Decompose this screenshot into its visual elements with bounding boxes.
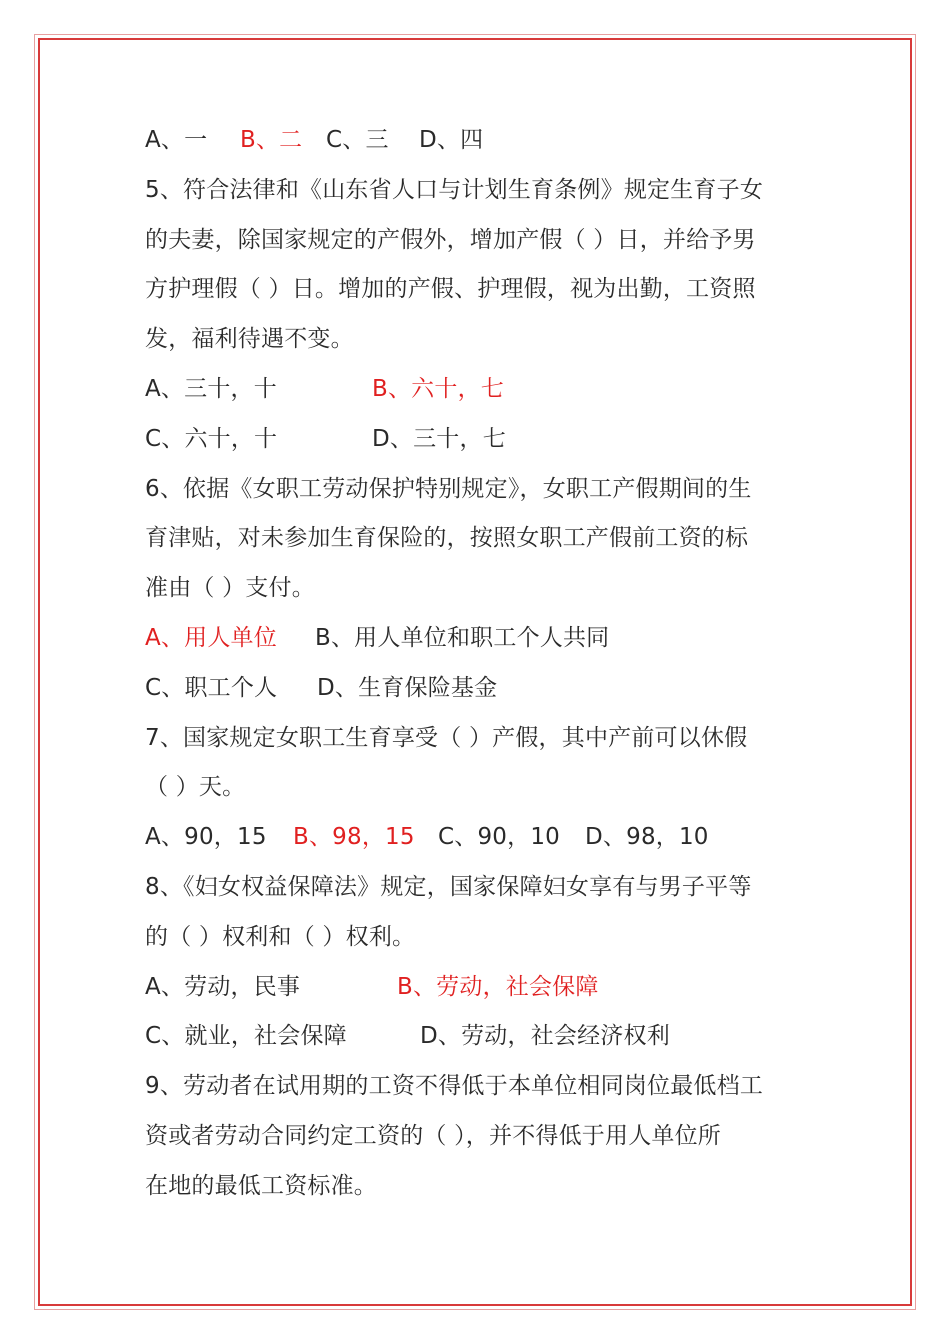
q9-text-line: 资或者劳动合同约定工资的（ ），并不得低于用人单位所 [145, 1122, 722, 1149]
q6-options-row-1 [145, 614, 815, 664]
q4-options-row [145, 116, 815, 166]
q8-option-c: C、就业，社会保障 [145, 1023, 347, 1050]
q7-option-c: C、90，10 [438, 824, 560, 851]
q7-text-line: 7、国家规定女职工生育享受（ ）产假，其中产前可以休假 [145, 724, 748, 751]
q4-option-c: C、三 [326, 127, 389, 153]
q4-option-d: D、四 [419, 127, 484, 153]
q6-text-line: 6、依据《女职工劳动保护特别规定》，女职工产假期间的生 [145, 475, 752, 502]
q5-option-a: A、三十，十 [145, 375, 277, 402]
q8-option-d: D、劳动，社会经济权利 [420, 1023, 670, 1050]
q5-options-row-1 [145, 365, 815, 415]
document-body [145, 116, 815, 1212]
q7-option-a: A、90，15 [145, 824, 267, 851]
q5-text-line: 发，福利待遇不变。 [145, 326, 354, 353]
q4-option-b-correct: B、二 [240, 127, 303, 153]
q8-option-a: A、劳动，民事 [145, 973, 301, 1000]
q7-option-b-correct: B、98，15 [293, 824, 415, 851]
q8-options-row-2 [145, 1012, 815, 1062]
q9-text-line: 9、劳动者在试用期的工资不得低于本单位相同岗位最低档工 [145, 1073, 764, 1100]
q6-option-a-correct: A、用人单位 [145, 624, 277, 651]
q5-options-row-2 [145, 415, 815, 465]
q5-option-d: D、三十，七 [372, 425, 506, 452]
q5-text-line: 的夫妻，除国家规定的产假外，增加产假（ ）日，并给予男 [145, 226, 756, 253]
q7-option-d: D、98，10 [585, 824, 709, 851]
q7-text-line: （ ）天。 [145, 774, 246, 801]
q5-text-line: 方护理假（ ）日。增加的产假、护理假，视为出勤，工资照 [145, 276, 756, 303]
q8-text-line: 8、《妇女权益保障法》规定，国家保障妇女享有与男子平等 [145, 873, 752, 900]
q5-option-b-correct: B、六十，七 [372, 375, 504, 402]
q9-text-line: 在地的最低工资标准。 [145, 1172, 377, 1199]
q5-option-c: C、六十，十 [145, 425, 278, 452]
q5-text-line: 5、符合法律和《山东省人口与计划生育条例》规定生育子女 [145, 176, 764, 203]
q6-text-line: 准由（ ）支付。 [145, 575, 315, 602]
q6-option-b: B、用人单位和职工个人共同 [315, 624, 610, 651]
q7-options-row [145, 813, 815, 863]
q8-text-line: 的（ ）权利和（ ）权利。 [145, 923, 416, 950]
q4-option-a: A、一 [145, 127, 208, 153]
q8-option-b-correct: B、劳动，社会保障 [397, 973, 599, 1000]
q6-text-line: 育津贴，对未参加生育保险的，按照女职工产假前工资的标 [145, 525, 749, 552]
q8-options-row-1 [145, 963, 815, 1013]
q6-option-c: C、职工个人 [145, 674, 278, 701]
q6-option-d: D、生育保险基金 [317, 674, 498, 701]
q6-options-row-2 [145, 664, 815, 714]
